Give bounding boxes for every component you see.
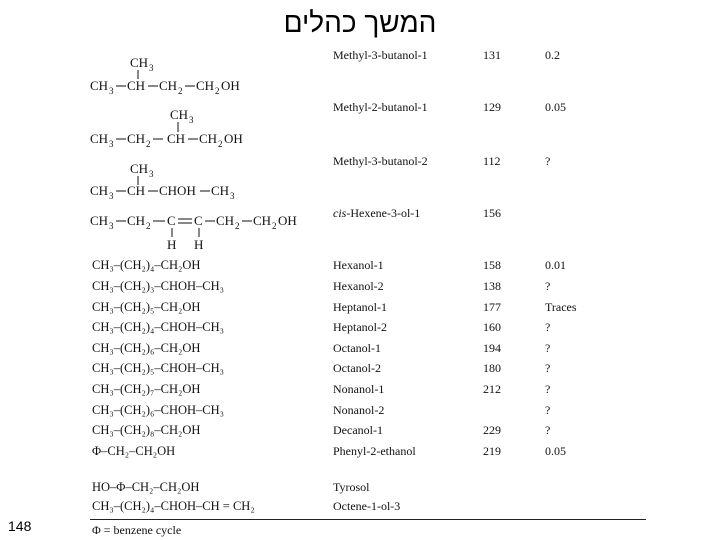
table-row bbox=[0, 423, 720, 443]
svg-text:H: H bbox=[194, 237, 204, 252]
concentration: ? bbox=[545, 279, 551, 293]
compound-name: Phenyl-2-ethanol bbox=[333, 444, 416, 458]
boiling-point: 158 bbox=[483, 258, 501, 272]
boiling-point: 177 bbox=[483, 300, 501, 314]
table-row bbox=[0, 480, 720, 500]
structure-methyl-3-butanol-2 bbox=[90, 160, 310, 202]
table-row bbox=[0, 444, 720, 464]
compound-name: Nonanol-1 bbox=[333, 382, 385, 396]
compound-name: Octanol-2 bbox=[333, 361, 381, 375]
svg-text:CH: CH bbox=[253, 213, 272, 228]
concentration: ? bbox=[545, 154, 551, 168]
svg-text:2: 2 bbox=[178, 86, 183, 96]
boiling-point: 160 bbox=[483, 320, 501, 334]
svg-text:CH: CH bbox=[211, 183, 230, 198]
svg-text:C: C bbox=[167, 213, 176, 228]
concentration: ? bbox=[545, 341, 551, 355]
svg-text:2: 2 bbox=[146, 139, 151, 149]
concentration: 0.2 bbox=[545, 48, 560, 62]
svg-text:2: 2 bbox=[235, 221, 240, 231]
svg-text:OH: OH bbox=[221, 78, 240, 93]
svg-text:CH: CH bbox=[127, 183, 146, 198]
compound-name: Methyl-3-butanol-1 bbox=[333, 48, 428, 62]
concentration: 0.05 bbox=[545, 100, 566, 114]
svg-text:CH: CH bbox=[90, 131, 109, 146]
svg-text:CH: CH bbox=[90, 78, 109, 93]
svg-text:H: H bbox=[167, 237, 177, 252]
concentration: ? bbox=[545, 403, 551, 417]
boiling-point: 131 bbox=[483, 48, 501, 62]
table-row bbox=[0, 300, 720, 320]
table-row bbox=[0, 341, 720, 361]
svg-text:C: C bbox=[194, 213, 203, 228]
svg-text:2: 2 bbox=[146, 221, 151, 231]
compound-name: Octene-1-ol-3 bbox=[333, 499, 401, 513]
formula: CH₃–(CH₂)₆–CH₂OH bbox=[92, 341, 201, 355]
compound-name: Tyrosol bbox=[333, 480, 370, 494]
formula: CH₃–(CH₂)₇–CH₂OH bbox=[92, 382, 201, 396]
formula: CH₃–(CH₂)₄–CH₂OH bbox=[92, 258, 201, 272]
structure-methyl-3-butanol-1 bbox=[90, 52, 310, 96]
formula: CH₃–(CH₂)₅–CH₂OH bbox=[92, 300, 201, 314]
compound-name-suffix: -Hexene-3-ol-1 bbox=[346, 206, 421, 220]
svg-text:CH: CH bbox=[90, 183, 109, 198]
slide-title: המשך כהלים bbox=[283, 7, 437, 38]
compound-name: Methyl-3-butanol-2 bbox=[333, 154, 428, 168]
svg-text:CH: CH bbox=[127, 131, 146, 146]
structure-methyl-2-butanol-1 bbox=[90, 106, 310, 150]
concentration: Traces bbox=[545, 300, 577, 314]
table-row bbox=[0, 403, 720, 423]
svg-text:CH: CH bbox=[159, 78, 178, 93]
svg-text:CH: CH bbox=[130, 161, 149, 176]
boiling-point: 138 bbox=[483, 279, 501, 293]
compound-name bbox=[333, 206, 420, 221]
table-row bbox=[0, 499, 720, 519]
concentration: ? bbox=[545, 423, 551, 437]
formula: HO–Φ–CH₂–CH₂OH bbox=[92, 480, 200, 494]
svg-text:3: 3 bbox=[149, 63, 154, 73]
formula: CH₃–(CH₂)₆–CHOH–CH₃ bbox=[92, 403, 225, 417]
boiling-point: 180 bbox=[483, 361, 501, 375]
formula: CH₃–(CH₂)₄–CHOH–CH = CH₂ bbox=[92, 499, 255, 513]
concentration: 0.01 bbox=[545, 258, 566, 272]
concentration: ? bbox=[545, 320, 551, 334]
table-row bbox=[0, 258, 720, 278]
svg-text:3: 3 bbox=[109, 191, 114, 201]
svg-text:CH: CH bbox=[127, 78, 146, 93]
boiling-point: 112 bbox=[483, 154, 501, 168]
concentration: ? bbox=[545, 382, 551, 396]
table-row bbox=[0, 382, 720, 402]
boiling-point: 212 bbox=[483, 382, 501, 396]
structure-cis-hexene-3-ol-1 bbox=[90, 206, 330, 252]
concentration: 0.05 bbox=[545, 444, 566, 458]
compound-name: Heptanol-1 bbox=[333, 300, 387, 314]
svg-text:3: 3 bbox=[109, 221, 114, 231]
svg-text:OH: OH bbox=[278, 213, 297, 228]
svg-text:CH: CH bbox=[196, 78, 215, 93]
formula: CH₃–(CH₂)₄–CHOH–CH₃ bbox=[92, 320, 225, 334]
compound-name: Hexanol-2 bbox=[333, 279, 384, 293]
compound-name: Methyl-2-butanol-1 bbox=[333, 100, 428, 114]
cis-prefix: cis bbox=[333, 206, 347, 220]
slide-number: 148 bbox=[8, 518, 32, 534]
compound-name: Nonanol-2 bbox=[333, 403, 385, 417]
compound-name: Heptanol-2 bbox=[333, 320, 387, 334]
boiling-point: 194 bbox=[483, 341, 501, 355]
table-row bbox=[0, 279, 720, 299]
svg-text:3: 3 bbox=[230, 191, 235, 201]
table-row bbox=[0, 320, 720, 340]
boiling-point: 156 bbox=[483, 206, 501, 220]
boiling-point: 219 bbox=[483, 444, 501, 458]
compound-name: Octanol-1 bbox=[333, 341, 381, 355]
svg-text:CH: CH bbox=[170, 107, 189, 122]
footnote: Φ = benzene cycle bbox=[92, 523, 182, 537]
svg-text:3: 3 bbox=[109, 139, 114, 149]
boiling-point: 229 bbox=[483, 423, 501, 437]
compound-name: Hexanol-1 bbox=[333, 258, 384, 272]
svg-text:2: 2 bbox=[272, 221, 277, 231]
formula: CH₃–(CH₂)₅–CHOH–CH₃ bbox=[92, 361, 225, 375]
formula: CH₃–(CH₂)₈–CH₂OH bbox=[92, 423, 201, 437]
svg-text:CH: CH bbox=[127, 213, 146, 228]
footnote-divider bbox=[90, 519, 646, 520]
boiling-point: 129 bbox=[483, 100, 501, 114]
svg-text:2: 2 bbox=[215, 86, 220, 96]
formula: CH₃–(CH₂)₃–CHOH–CH₃ bbox=[92, 279, 225, 293]
svg-text:3: 3 bbox=[189, 115, 194, 125]
svg-text:CH: CH bbox=[130, 55, 149, 70]
concentration: ? bbox=[545, 361, 551, 375]
svg-text:CH: CH bbox=[216, 213, 235, 228]
svg-text:CH: CH bbox=[199, 131, 218, 146]
svg-text:CH: CH bbox=[90, 213, 109, 228]
svg-text:CHOH: CHOH bbox=[159, 183, 196, 198]
formula: Φ–CH₂–CH₂OH bbox=[92, 444, 176, 458]
svg-text:CH: CH bbox=[167, 131, 186, 146]
svg-text:OH: OH bbox=[224, 131, 243, 146]
compound-name: Decanol-1 bbox=[333, 423, 383, 437]
svg-text:3: 3 bbox=[109, 86, 114, 96]
table-row bbox=[0, 361, 720, 381]
svg-text:2: 2 bbox=[218, 139, 223, 149]
svg-text:3: 3 bbox=[149, 169, 154, 179]
